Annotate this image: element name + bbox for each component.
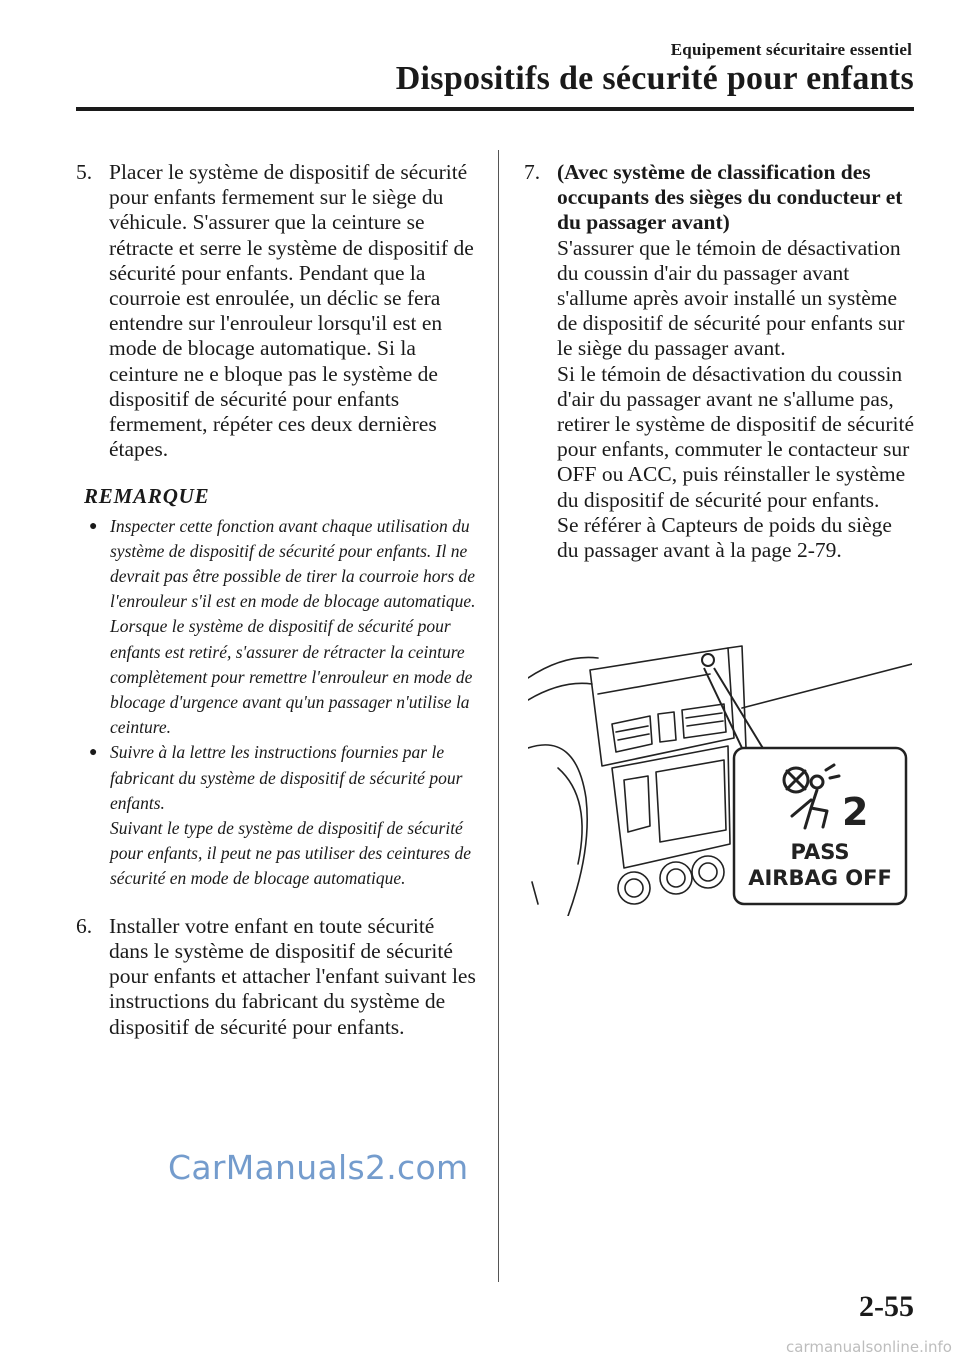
airbag-indicator-number: 2 [842, 790, 869, 834]
remarque-heading: REMARQUE [84, 484, 210, 509]
note-text: Inspecter cette fonction avant chaque utilisation du système de dispositif de sécurité pour enfants. Il ne devrait pas être possible de tirer la courroie hors de l'enrouleur s'il est en mode de blocage automatique. Lorsque le système de dispositif de sécurité pour enfants est retiré, s'assurer de rétracter la ceinture complètement pour remettre l'enrouleur en mode de blocage d'urgence avant qu'un passager n'utilise la ceinture. [110, 515, 476, 738]
airbag-indicator-line2: AIRBAG OFF [748, 866, 892, 890]
page-title: Dispositifs de sécurité pour enfants [395, 60, 914, 97]
note-text: Suivre à la lettre les instructions fournies par le fabricant du système de dispositif de sécurité pour enfants. [110, 742, 463, 813]
step-paragraph: S'assurer que le témoin de désactivation du coussin d'air du passager avant s'allume après avoir installé un système de dispositif de sécurité pour enfants sur le siège du passager avant. [557, 235, 905, 361]
dashboard-illustration [528, 628, 912, 916]
step-text: Installer votre enfant en toute sécurité dans le système de dispositif de sécurité pour enfants et attacher l'enfant suivant les instructions du fabricant du système de dispositif de sécurité pour enfants. [109, 913, 476, 1039]
watermark: CarManuals2.com [168, 1148, 469, 1187]
step-5 [76, 160, 476, 462]
airbag-indicator-line1: PASS [790, 840, 850, 864]
running-header-section: Equipement sécuritaire essentiel [670, 40, 912, 59]
step-number: 6. [76, 913, 93, 938]
step-number: 5. [76, 160, 93, 184]
step-paragraph: Si le témoin de désactivation du coussin d'air du passager avant ne s'allume pas, retirer le système de dispositif de sécurité pour enfants, commuter le contacteur sur OFF ou ACC, puis réinstaller le système du dispositif de sécurité pour enfants. [557, 361, 915, 512]
step-7 [524, 160, 916, 563]
footer-site-watermark: carmanualsonline.info [786, 1338, 952, 1356]
note-item [76, 740, 476, 891]
column-divider [498, 150, 499, 1282]
left-column [76, 160, 476, 1040]
page-number: 2-55 [859, 1290, 914, 1323]
step-text: Placer le système de dispositif de sécurité pour enfants fermement sur le siège du véhicule. S'assurer que la ceinture se rétracte et serre le système de dispositif de sécurité pour enfants. Pendant que la courroie est enroulée, un déclic se fera entendre sur l'enrouleur lorsqu'il est en mode de blocage automatique. Si la ceinture ne e bloque pas le système de dispositif de sécurité pour enfants fermement, répéter ces deux dernières étapes. [109, 160, 474, 462]
header-rule [76, 107, 914, 111]
bullet-icon: ● [89, 745, 98, 761]
right-column [524, 160, 916, 563]
step-title: (Avec système de classification des occupants des sièges du conducteur et du passager avant) [557, 160, 903, 235]
step-paragraph: Se référer à Capteurs de poids du siège du passager avant à la page 2-79. [557, 512, 892, 563]
step-number: 7. [524, 160, 541, 184]
step-6 [76, 914, 476, 1040]
note-item [76, 514, 476, 741]
note-text-continued: Suivant le type de système de dispositif de sécurité pour enfants, il peut ne pas utiliser des ceintures de sécurité en mode de blocage automatique. [110, 818, 471, 889]
bullet-icon: ● [89, 518, 98, 534]
